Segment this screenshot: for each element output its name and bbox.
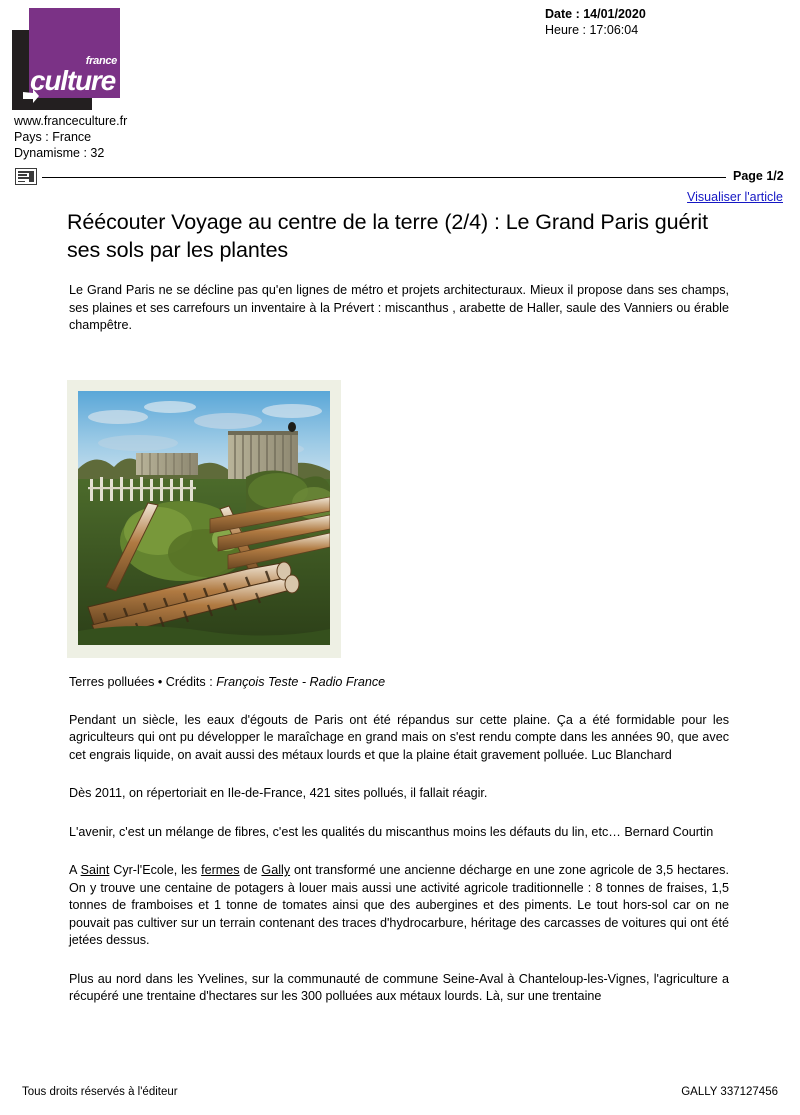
france-culture-logo <box>12 8 120 110</box>
spacer <box>67 803 729 824</box>
para4-mid2: de <box>239 863 262 877</box>
article-title: Réécouter Voyage au centre de la terre (2/4) : Le Grand Paris guérit ses sols par les plantes <box>67 210 708 262</box>
article-paragraph-3: L'avenir, c'est un mélange de fibres, c'est les qualités du miscanthus moins les défauts du lin, etc… Bernard Courtin <box>69 824 714 839</box>
article-icon-block <box>29 171 34 182</box>
article-paragraph-2: Dès 2011, on répertoriait en Ile-de-France, 421 sites pollués, il fallait réagir. <box>69 786 488 800</box>
footer-rights: Tous droits réservés à l'éditeur <box>22 1086 178 1098</box>
article-paragraph-1: Pendant un siècle, les eaux d'égouts de Paris ont été répandus sur cette plaine. Ça a été formidable pour les agriculteurs qui ont pu développer le maraîchage en grand mais on s'est rendu compte dans les années 90, que avec cet engrais liquide, on avait aussi des métaux lourds et que la plaine était gravement polluée. Luc Blanchard <box>69 712 729 762</box>
article-paragraph-5: Plus au nord dans les Yvelines, sur la communauté de commune Seine-Aval à Chanteloup-les-Vignes, l'agriculture a récupéré une trentaine d'hectares sur les 300 polluées aux métaux lourds. Là, sur une trentaine <box>69 971 729 1003</box>
capture-time-row <box>545 22 646 38</box>
date-label: Date : <box>545 7 580 21</box>
capture-datetime <box>545 6 646 38</box>
page-header <box>0 0 800 165</box>
article-paragraph-4 <box>67 862 729 950</box>
logo-culture-text: culture <box>30 65 115 96</box>
time-value: 17:06:04 <box>589 23 639 37</box>
article-icon-lines <box>18 171 29 182</box>
capture-date-row <box>545 6 646 22</box>
page-footer <box>0 1086 800 1115</box>
spellcheck-saint: Saint <box>80 863 110 877</box>
time-label: Heure : <box>545 23 586 37</box>
source-country: Pays : France <box>14 130 92 144</box>
header-rule-row <box>0 168 800 188</box>
footer-reference: GALLY 337127456 <box>681 1086 778 1098</box>
spacer <box>67 691 729 712</box>
source-website: www.franceculture.fr <box>14 114 128 128</box>
article-body <box>67 208 729 1006</box>
source-info <box>14 113 127 161</box>
visualiser-article-link[interactable]: Visualiser l'article <box>687 190 783 204</box>
spellcheck-fermes: fermes <box>201 863 240 877</box>
header-divider <box>42 177 726 178</box>
logo-wordmark <box>30 56 120 100</box>
article-document-icon <box>15 168 37 185</box>
spacer <box>67 764 729 785</box>
date-value: 14/01/2020 <box>583 7 646 21</box>
article-photo <box>78 391 330 645</box>
para4-pre: A <box>69 863 81 877</box>
source-dynamism: Dynamisme : 32 <box>14 146 105 160</box>
article-lead: Le Grand Paris ne se décline pas qu'en lignes de métro et projets architecturaux. Mieux il propose dans ses champs, ses plaines et ses carrefours un inventaire à la Prévert : miscanthus , arabette de Haller, saule des Vanniers ou érable champêtre. <box>69 283 729 332</box>
logo-france-text: france <box>85 55 117 67</box>
spacer <box>67 841 729 862</box>
para4-rest: ont transformé une ancienne décharge en une zone agricole de 3,5 hectares. On y trouve une centaine de potagers à louer mais aussi une activité agricole traditionnelle : 8 tonnes de fraises, 1,5 tonnes de framboises et 1 tonne de tomates ainsi que des aubergines et des piments. Le tout hors-sol car on ne pouvait pas cultiver sur un terrain contenant des traces d'hydrocarbure, héritage des carcasses de voitures qui ont été jetées dessus. <box>69 863 729 947</box>
para4-mid1: Cyr-l'Ecole, les <box>109 863 202 877</box>
page-indicator: Page 1/2 <box>733 169 784 183</box>
article-photo-frame <box>67 380 341 658</box>
photo-caption <box>67 674 729 691</box>
caption-label: Terres polluées • Crédits : <box>69 674 213 689</box>
spellcheck-gally: Gally <box>261 863 291 877</box>
caption-credit: François Teste - Radio France <box>216 674 386 689</box>
spacer <box>67 950 729 971</box>
